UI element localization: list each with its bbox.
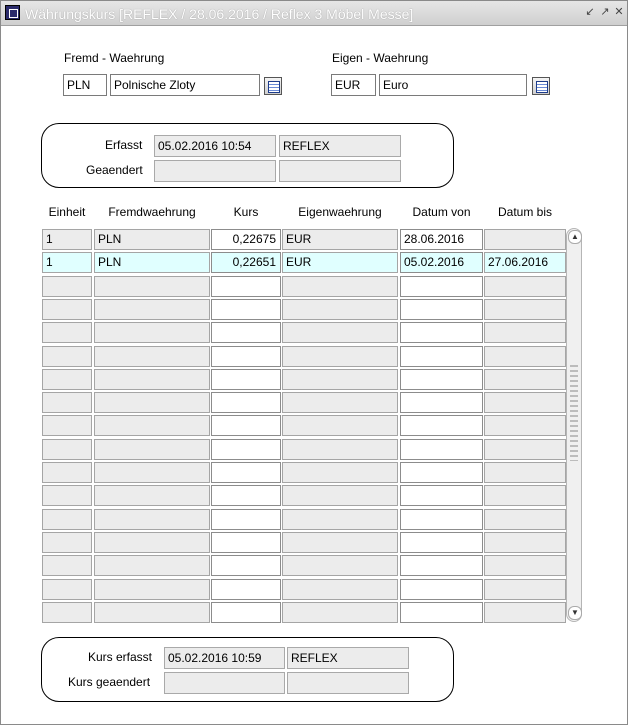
unit-cell[interactable] xyxy=(42,485,92,506)
foreign-currency-cell[interactable] xyxy=(94,322,210,343)
minimize-icon[interactable]: ↙ xyxy=(585,6,595,18)
foreign-currency-name-field[interactable]: Polnische Zloty xyxy=(110,74,260,96)
header-own-currency: Eigenwaehrung xyxy=(298,205,382,219)
changed-user-field xyxy=(279,160,401,182)
own-currency-cell[interactable] xyxy=(282,322,398,343)
date-to-cell[interactable] xyxy=(484,369,566,390)
header-unit: Einheit xyxy=(48,205,86,219)
date-to-cell[interactable] xyxy=(484,555,566,576)
foreign-currency-cell[interactable] xyxy=(94,392,210,413)
date-from-cell[interactable] xyxy=(400,532,483,553)
date-to-cell[interactable] xyxy=(484,509,566,530)
date-to-cell[interactable] xyxy=(484,299,566,320)
foreign-currency-cell[interactable] xyxy=(94,555,210,576)
rate-cell[interactable]: 0,22675 xyxy=(211,229,281,250)
date-to-cell[interactable] xyxy=(484,602,566,623)
foreign-currency-lov-icon[interactable] xyxy=(264,77,282,95)
rate-created-label: Kurs erfasst xyxy=(88,650,153,664)
date-from-cell[interactable] xyxy=(400,439,483,460)
date-to-cell[interactable] xyxy=(484,462,566,483)
changed-label: Geaendert xyxy=(86,163,143,177)
date-from-cell[interactable] xyxy=(400,485,483,506)
rate-cell[interactable] xyxy=(211,392,281,413)
own-currency-code-field[interactable]: EUR xyxy=(331,74,376,96)
rate-cell[interactable] xyxy=(211,579,281,600)
date-to-cell[interactable] xyxy=(484,322,566,343)
foreign-currency-cell[interactable] xyxy=(94,299,210,320)
rate-cell[interactable] xyxy=(211,322,281,343)
foreign-currency-cell[interactable]: PLN xyxy=(94,229,210,250)
own-currency-cell[interactable] xyxy=(282,509,398,530)
rate-cell[interactable] xyxy=(211,602,281,623)
window-title: Währungskurs [REFLEX / 28.06.2016 / Reflex 3 Möbel Messe] xyxy=(25,6,414,22)
scroll-down-icon[interactable]: ▼ xyxy=(568,606,582,620)
date-to-cell[interactable] xyxy=(484,392,566,413)
foreign-currency-cell[interactable] xyxy=(94,276,210,297)
unit-cell[interactable] xyxy=(42,392,92,413)
created-user-field: REFLEX xyxy=(279,135,401,157)
rate-changed-date-field xyxy=(164,672,285,694)
rate-cell[interactable]: 0,22651 xyxy=(211,252,281,273)
foreign-currency-cell[interactable] xyxy=(94,346,210,367)
close-icon[interactable]: ✕ xyxy=(614,6,624,18)
date-from-cell[interactable] xyxy=(400,276,483,297)
rate-cell[interactable] xyxy=(211,299,281,320)
rate-cell[interactable] xyxy=(211,439,281,460)
date-to-cell[interactable] xyxy=(484,532,566,553)
date-from-cell[interactable] xyxy=(400,322,483,343)
own-currency-lov-icon[interactable] xyxy=(532,77,550,95)
own-currency-cell[interactable] xyxy=(282,485,398,506)
created-label: Erfasst xyxy=(105,138,143,152)
own-currency-cell[interactable] xyxy=(282,555,398,576)
foreign-currency-cell[interactable] xyxy=(94,415,210,436)
rate-cell[interactable] xyxy=(211,369,281,390)
date-from-cell[interactable] xyxy=(400,415,483,436)
date-from-cell[interactable]: 28.06.2016 xyxy=(400,229,483,250)
unit-cell[interactable]: 1 xyxy=(42,252,92,273)
rate-cell[interactable] xyxy=(211,346,281,367)
foreign-currency-code-field[interactable]: PLN xyxy=(63,74,107,96)
rate-changed-label: Kurs geaendert xyxy=(68,675,151,689)
rate-changed-user-field xyxy=(287,672,409,694)
rate-cell[interactable] xyxy=(211,415,281,436)
date-to-cell[interactable] xyxy=(484,229,566,250)
date-from-cell[interactable] xyxy=(400,509,483,530)
date-to-cell[interactable] xyxy=(484,415,566,436)
foreign-currency-cell[interactable] xyxy=(94,532,210,553)
title-bar xyxy=(1,1,627,26)
own-currency-cell[interactable] xyxy=(282,532,398,553)
app-icon xyxy=(5,5,20,20)
unit-cell[interactable]: 1 xyxy=(42,229,92,250)
unit-cell[interactable] xyxy=(42,346,92,367)
foreign-currency-cell[interactable] xyxy=(94,602,210,623)
foreign-currency-cell[interactable] xyxy=(94,369,210,390)
foreign-currency-cell[interactable]: PLN xyxy=(94,252,210,273)
date-from-cell[interactable] xyxy=(400,579,483,600)
unit-cell[interactable] xyxy=(42,555,92,576)
date-to-cell[interactable] xyxy=(484,439,566,460)
scroll-up-icon[interactable]: ▲ xyxy=(568,230,582,244)
own-currency-cell[interactable] xyxy=(282,415,398,436)
foreign-currency-cell[interactable] xyxy=(94,439,210,460)
own-currency-cell[interactable] xyxy=(282,439,398,460)
own-currency-cell[interactable] xyxy=(282,602,398,623)
unit-cell[interactable] xyxy=(42,439,92,460)
header-rate: Kurs xyxy=(233,205,259,219)
own-currency-cell[interactable]: EUR xyxy=(282,229,398,250)
rate-created-date-field: 05.02.2016 10:59 xyxy=(164,647,285,669)
date-from-cell[interactable]: 05.02.2016 xyxy=(400,252,483,273)
rate-cell[interactable] xyxy=(211,276,281,297)
foreign-currency-cell[interactable] xyxy=(94,579,210,600)
date-to-cell[interactable] xyxy=(484,579,566,600)
foreign-currency-cell[interactable] xyxy=(94,509,210,530)
unit-cell[interactable] xyxy=(42,532,92,553)
rate-cell[interactable] xyxy=(211,485,281,506)
own-currency-cell[interactable] xyxy=(282,579,398,600)
scroll-grip-icon[interactable] xyxy=(570,365,578,461)
own-currency-cell[interactable]: EUR xyxy=(282,252,398,273)
date-to-cell[interactable] xyxy=(484,346,566,367)
unit-cell[interactable] xyxy=(42,415,92,436)
own-currency-cell[interactable] xyxy=(282,369,398,390)
date-from-cell[interactable] xyxy=(400,392,483,413)
date-from-cell[interactable] xyxy=(400,555,483,576)
date-from-cell[interactable] xyxy=(400,346,483,367)
own-currency-cell[interactable] xyxy=(282,462,398,483)
unit-cell[interactable] xyxy=(42,322,92,343)
date-to-cell[interactable] xyxy=(484,485,566,506)
date-from-cell[interactable] xyxy=(400,602,483,623)
changed-date-field xyxy=(154,160,276,182)
own-currency-cell[interactable] xyxy=(282,299,398,320)
rate-cell[interactable] xyxy=(211,509,281,530)
foreign-currency-label: Fremd - Waehrung xyxy=(64,51,165,65)
date-from-cell[interactable] xyxy=(400,299,483,320)
unit-cell[interactable] xyxy=(42,299,92,320)
rate-cell[interactable] xyxy=(211,532,281,553)
unit-cell[interactable] xyxy=(42,462,92,483)
foreign-currency-cell[interactable] xyxy=(94,485,210,506)
unit-cell[interactable] xyxy=(42,509,92,530)
header-foreign-currency: Fremdwaehrung xyxy=(108,205,196,219)
own-currency-cell[interactable] xyxy=(282,392,398,413)
rate-cell[interactable] xyxy=(211,462,281,483)
rate-cell[interactable] xyxy=(211,555,281,576)
header-date-to: Datum bis xyxy=(497,205,553,219)
unit-cell[interactable] xyxy=(42,579,92,600)
foreign-currency-cell[interactable] xyxy=(94,462,210,483)
date-from-cell[interactable] xyxy=(400,462,483,483)
unit-cell[interactable] xyxy=(42,369,92,390)
date-to-cell[interactable]: 27.06.2016 xyxy=(484,252,566,273)
own-currency-label: Eigen - Waehrung xyxy=(332,51,429,65)
own-currency-name-field[interactable]: Euro xyxy=(379,74,527,96)
table-scrollbar[interactable] xyxy=(566,228,582,622)
own-currency-cell[interactable] xyxy=(282,346,398,367)
date-to-cell[interactable] xyxy=(484,276,566,297)
date-from-cell[interactable] xyxy=(400,369,483,390)
unit-cell[interactable] xyxy=(42,276,92,297)
own-currency-cell[interactable] xyxy=(282,276,398,297)
header-date-from: Datum von xyxy=(412,205,471,219)
created-date-field: 05.02.2016 10:54 xyxy=(154,135,276,157)
unit-cell[interactable] xyxy=(42,602,92,623)
maximize-icon[interactable]: ↗ xyxy=(600,6,610,18)
rate-created-user-field: REFLEX xyxy=(287,647,409,669)
